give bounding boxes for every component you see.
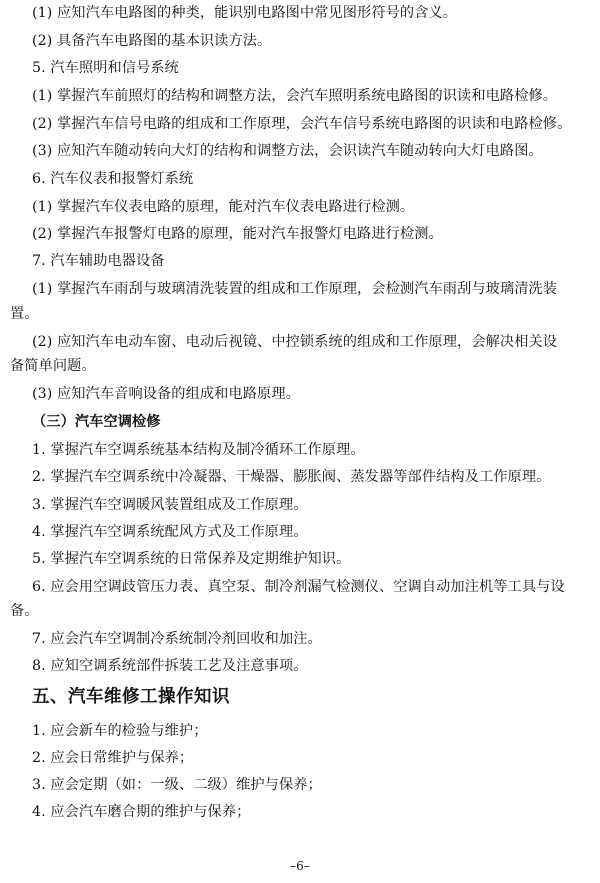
text-line: (1) 掌握汽车雨刮与玻璃清洗装置的组成和工作原理，会检测汽车雨刮与玻璃清洗装 (32, 281, 558, 297)
text-line: (2) 应知汽车电动车窗、电动后视镜、中控锁系统的组成和工作原理，会解决相关设 (32, 334, 558, 350)
subsection-heading: （三）汽车空调检修 (32, 414, 161, 430)
text-line: (3) 应知汽车音响设备的组成和电路原理。 (32, 386, 300, 402)
text-line: 1. 掌握汽车空调系统基本结构及制冷循环工作原理。 (32, 442, 365, 458)
text-line: 7. 应会汽车空调制冷系统制冷剂回收和加注。 (32, 631, 322, 647)
text-line: (2) 掌握汽车报警灯电路的原理，能对汽车报警灯电路进行检测。 (32, 226, 443, 242)
text-line: 6. 汽车仪表和报警灯系统 (32, 171, 194, 187)
section-heading: 五、汽车维修工操作知识 (32, 687, 230, 707)
text-line: 置。 (10, 306, 39, 322)
text-line: 4. 掌握汽车空调系统配风方式及工作原理。 (32, 524, 308, 540)
list-item: 1. 应会新车的检验与维护； (32, 723, 208, 739)
text-line: (3) 应知汽车随动转向大灯的结构和调整方法，会识读汽车随动转向大灯电路图。 (32, 143, 543, 159)
list-item: 4. 应会汽车磨合期的维护与保养； (32, 804, 251, 820)
list-item: 2. 应会日常维护与保养； (32, 750, 194, 766)
text-line: 2. 掌握汽车空调系统中冷凝器、干燥器、膨胀阀、蒸发器等部件结构及工作原理。 (32, 469, 551, 485)
text-line: (2) 具备汽车电路图的基本识读方法。 (32, 33, 272, 49)
text-line: (1) 掌握汽车前照灯的结构和调整方法，会汽车照明系统电路图的识读和电路检修。 (32, 88, 558, 104)
text-line: 3. 掌握汽车空调暖风装置组成及工作原理。 (32, 497, 308, 513)
text-line: 5. 汽车照明和信号系统 (32, 60, 179, 76)
text-line: 备简单问题。 (10, 358, 96, 374)
text-line: 8. 应知空调系统部件拆装工艺及注意事项。 (32, 658, 308, 674)
text-line: (1) 掌握汽车仪表电路的原理，能对汽车仪表电路进行检测。 (32, 199, 415, 215)
text-line: 5. 掌握汽车空调系统的日常保养及定期维护知识。 (32, 551, 351, 567)
list-item: 3. 应会定期（如：一级、二级）维护与保养； (32, 777, 322, 793)
text-line: 备。 (10, 603, 39, 619)
text-line: 7. 汽车辅助电器设备 (32, 253, 165, 269)
page-number: –6– (290, 859, 310, 873)
text-line: (1) 应知汽车电路图的种类，能识别电路图中常见图形符号的含义。 (32, 5, 458, 21)
text-line: 6. 应会用空调歧管压力表、真空泵、制冷剂漏气检测仪、空调自动加注机等工具与设 (32, 579, 565, 595)
text-line: (2) 掌握汽车信号电路的组成和工作原理，会汽车信号系统电路图的识读和电路检修。 (32, 116, 572, 132)
